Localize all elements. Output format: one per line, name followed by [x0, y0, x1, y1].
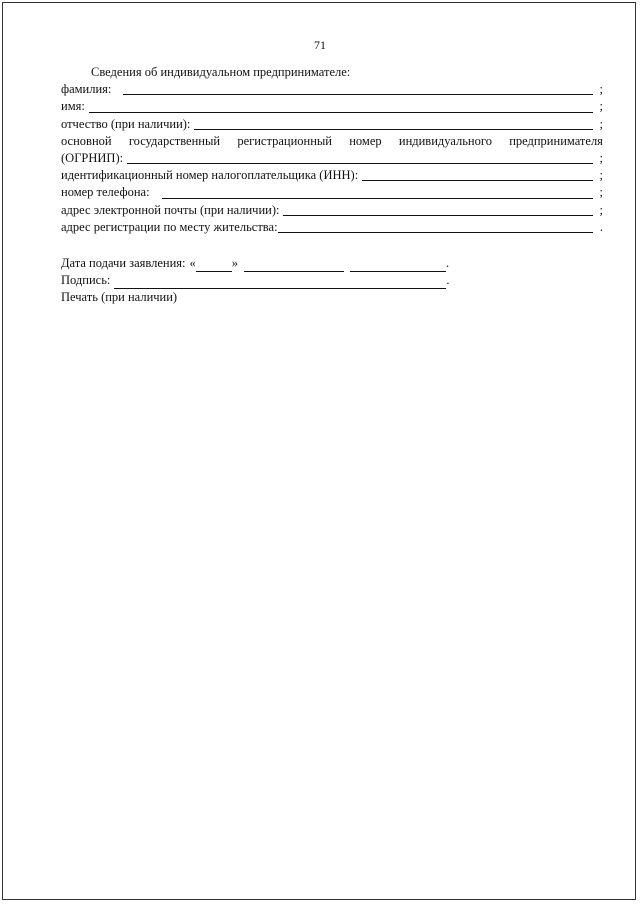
- surname-end: ;: [599, 82, 603, 97]
- stamp-label: Печать (при наличии): [61, 290, 178, 305]
- signature-label: Подпись:: [61, 273, 111, 288]
- spacer: [61, 236, 603, 255]
- page-number: 71: [314, 38, 326, 52]
- patronymic-label: отчество (при наличии):: [61, 116, 191, 131]
- ogrnip-end: ;: [599, 151, 603, 166]
- email-field: [61, 202, 603, 219]
- surname-label: фамилия:: [61, 82, 112, 97]
- submission-date-label: Дата подачи заявления:: [61, 256, 186, 271]
- name-field: [61, 98, 603, 115]
- patronymic-end: ;: [599, 116, 603, 131]
- phone-label: номер телефона:: [61, 185, 150, 200]
- ogrnip-label-line: [61, 133, 603, 150]
- ogrnip-word: основной: [61, 133, 112, 148]
- ogrnip-blank[interactable]: [127, 153, 593, 164]
- inn-field: [61, 167, 603, 184]
- date-open-quote: «: [189, 256, 196, 271]
- entrepreneur-form: [61, 64, 603, 307]
- ogrnip-field: [61, 150, 603, 167]
- ogrnip-word: государственный: [128, 133, 221, 148]
- phone-blank[interactable]: [162, 188, 593, 199]
- email-label: адрес электронной почты (при наличии):: [61, 202, 280, 217]
- name-end: ;: [599, 99, 603, 114]
- signature-blank[interactable]: [114, 278, 446, 289]
- patronymic-blank[interactable]: [194, 119, 593, 130]
- address-field: [61, 219, 603, 236]
- surname-field: [61, 81, 603, 98]
- address-end: .: [599, 219, 603, 234]
- inn-end: ;: [599, 168, 603, 183]
- address-label: адрес регистрации по месту жительства:: [61, 219, 278, 234]
- month-blank[interactable]: [244, 261, 344, 272]
- day-blank[interactable]: [196, 261, 232, 272]
- signature-end: .: [446, 273, 450, 288]
- email-blank[interactable]: [283, 205, 593, 216]
- inn-blank[interactable]: [362, 170, 593, 181]
- date-end: .: [446, 256, 450, 271]
- inn-label: идентификационный номер налогоплательщика (ИНН):: [61, 168, 359, 183]
- name-blank[interactable]: [89, 102, 593, 113]
- ogrnip-word: индивидуального: [398, 133, 492, 148]
- form-heading: Сведения об индивидуальном предпринимателе:: [91, 65, 351, 79]
- ogrnip-word: номер: [349, 133, 382, 148]
- submission-date-row: [61, 255, 603, 272]
- ogrnip-label: (ОГРНИП):: [61, 151, 124, 166]
- patronymic-field: [61, 116, 603, 133]
- name-label: имя:: [61, 99, 85, 114]
- year-blank[interactable]: [350, 261, 446, 272]
- ogrnip-word: предпринимателя: [509, 133, 603, 148]
- date-close-quote: »: [231, 256, 238, 271]
- address-blank[interactable]: [278, 222, 593, 233]
- surname-blank[interactable]: [123, 84, 593, 95]
- ogrnip-word: регистрационный: [237, 133, 332, 148]
- email-end: ;: [599, 202, 603, 217]
- phone-end: ;: [599, 185, 603, 200]
- phone-field: [61, 184, 603, 201]
- signature-row: [61, 272, 603, 289]
